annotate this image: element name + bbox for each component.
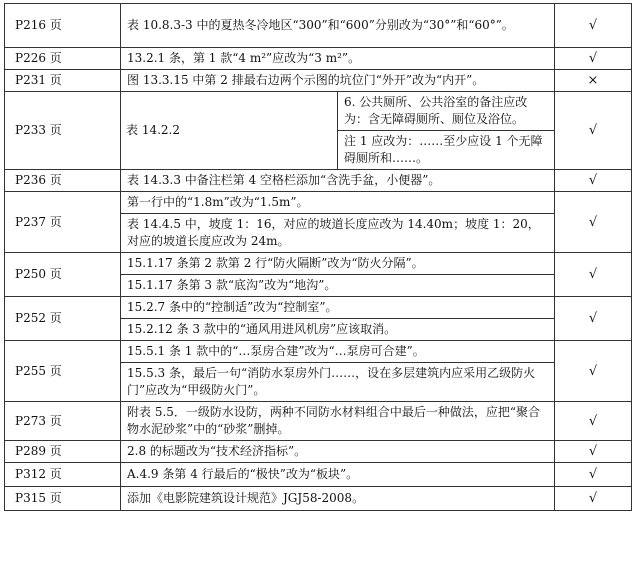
check-mark: √	[555, 192, 632, 253]
correction-text: 2.8 的标题改为“技术经济指标”。	[121, 441, 555, 463]
page-cell: P312 页	[5, 463, 121, 487]
table-row	[5, 170, 632, 192]
cross-mark: ×	[555, 70, 632, 92]
check-mark: √	[555, 402, 632, 441]
correction-text: 15.1.17 条第 2 款第 2 行“防火隔断”改为“防火分隔”。	[121, 253, 555, 275]
page-cell: P252 页	[5, 297, 121, 341]
page-cell: P255 页	[5, 341, 121, 402]
table-row	[5, 253, 632, 275]
check-mark: √	[555, 487, 632, 511]
correction-text: 13.2.1 条，第 1 款“4 m²”应改为“3 m²”。	[121, 48, 555, 70]
table-row	[5, 92, 632, 131]
correction-text: A.4.9 条第 4 行最后的“极快”改为“板块”。	[121, 463, 555, 487]
check-mark: √	[555, 441, 632, 463]
correction-text: 表 10.8.3-3 中的夏热冬冷地区“300”和“600”分别改为“30°”和“60°”。	[121, 4, 555, 48]
table-row	[5, 4, 632, 48]
correction-text: 15.5.3 条，最后一句“消防水泵房外门……，设在多层建筑内应采用乙级防火门”应改为“甲级防火门”。	[121, 363, 555, 402]
page-cell: P250 页	[5, 253, 121, 297]
correction-text: 附表 5.5．一级防水设防，两种不同防水材料组合中最后一种做法，应把“聚合物水泥砂浆”中的“砂浆”删掉。	[121, 402, 555, 441]
check-mark: √	[555, 297, 632, 341]
errata-table-container	[4, 3, 632, 511]
correction-text: 15.5.1 条 1 款中的“…泵房合建”改为“…泵房可合建”。	[121, 341, 555, 363]
page-cell: P289 页	[5, 441, 121, 463]
correction-text: 图 13.3.15 中第 2 排最右边两个示图的坑位门“外开”改为“内开”。	[121, 70, 555, 92]
table-row	[5, 402, 632, 441]
page-cell: P273 页	[5, 402, 121, 441]
correction-text: 表 14.3.3 中备注栏第 4 空格栏添加“含洗手盆，小便器”。	[121, 170, 555, 192]
check-mark: √	[555, 48, 632, 70]
page-cell: P237 页	[5, 192, 121, 253]
sub-reference-cell: 表 14.2.2	[121, 92, 338, 170]
table-row	[5, 297, 632, 319]
check-mark: √	[555, 170, 632, 192]
check-mark: √	[555, 92, 632, 170]
correction-text: 表 14.4.5 中，坡度 1：16，对应的坡道长度应改为 14.40m；坡度 1：20，对应的坡道长度应改为 24m。	[121, 214, 555, 253]
check-mark: √	[555, 253, 632, 297]
errata-table	[4, 3, 632, 511]
correction-text: 注 1 应改为：……至少应设 1 个无障碍厕所和……。	[338, 131, 555, 170]
table-row	[5, 192, 632, 214]
table-row	[5, 441, 632, 463]
page-cell: P315 页	[5, 487, 121, 511]
table-row	[5, 70, 632, 92]
page-cell: P231 页	[5, 70, 121, 92]
correction-text: 15.1.17 条第 3 款“底沟”改为“地沟”。	[121, 275, 555, 297]
page-cell: P216 页	[5, 4, 121, 48]
correction-text: 15.2.12 条 3 款中的“通风用进风机房”应该取消。	[121, 319, 555, 341]
correction-text: 第一行中的“1.8m”改为“1.5m”。	[121, 192, 555, 214]
page-cell: P226 页	[5, 48, 121, 70]
check-mark: √	[555, 341, 632, 402]
page-cell: P236 页	[5, 170, 121, 192]
correction-text: 添加《电影院建筑设计规范》JGJ58-2008。	[121, 487, 555, 511]
table-row	[5, 341, 632, 363]
correction-text: 15.2.7 条中的“控制适”改为“控制室”。	[121, 297, 555, 319]
table-row	[5, 487, 632, 511]
table-row	[5, 463, 632, 487]
table-row	[5, 48, 632, 70]
check-mark: √	[555, 463, 632, 487]
correction-text: 6. 公共厕所、公共浴室的备注应改为：含无障碍厕所、厕位及浴位。	[338, 92, 555, 131]
page-cell: P233 页	[5, 92, 121, 170]
check-mark: √	[555, 4, 632, 48]
